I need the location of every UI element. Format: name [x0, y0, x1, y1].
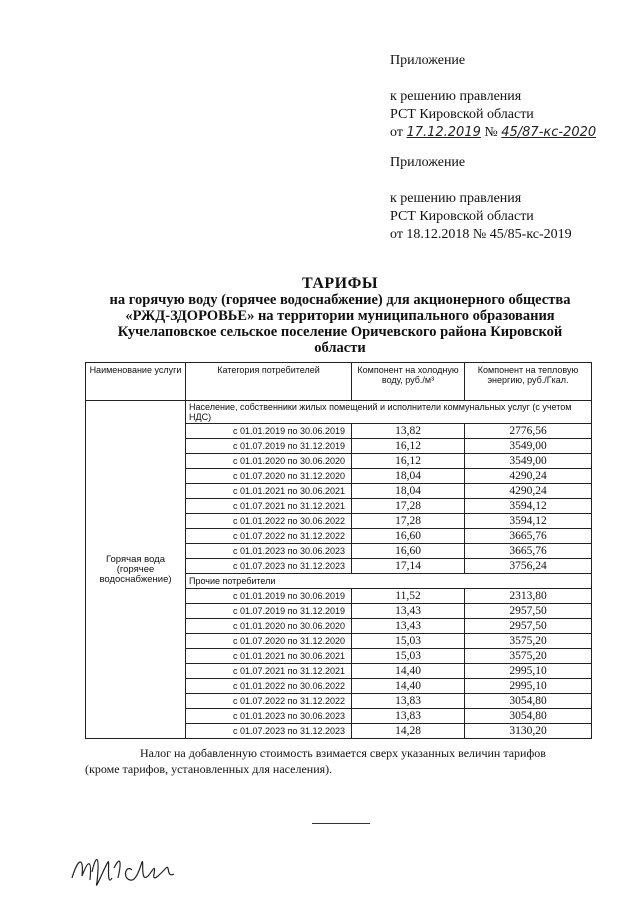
period-cell: с 01.01.2020 по 30.06.2020 — [186, 619, 352, 634]
authority-line: РСТ Кировской области — [390, 209, 534, 224]
heat-energy-cell: 4290,24 — [465, 469, 592, 484]
cold-water-cell: 13,83 — [352, 709, 465, 724]
decision-line: к решению правления — [390, 89, 522, 104]
cold-water-cell: 13,43 — [352, 619, 465, 634]
category-label: Население, собственники жилых помещений и исполнители коммунальных услуг (с учетом НДС) — [186, 401, 592, 424]
heat-energy-cell: 2776,56 — [465, 424, 592, 439]
heat-energy-cell: 3054,80 — [465, 709, 592, 724]
heat-energy-cell: 3594,12 — [465, 499, 592, 514]
date-number-line — [390, 124, 596, 142]
period-cell: с 01.01.2021 по 30.06.2021 — [186, 484, 352, 499]
document-title — [90, 276, 590, 356]
cold-water-cell: 18,04 — [352, 469, 465, 484]
tariff-table — [85, 362, 592, 739]
service-name: Горячая вода (горячее водоснабжение) — [86, 401, 186, 739]
cold-water-cell: 17,28 — [352, 499, 465, 514]
cold-water-cell: 13,43 — [352, 604, 465, 619]
note-line: Налог на добавленную стоимость взимается сверх указанных величин тарифов — [140, 746, 546, 760]
date-prefix: от — [390, 125, 403, 140]
header-category: Категория потребителей — [186, 363, 352, 401]
period-cell: с 01.01.2022 по 30.06.2022 — [186, 514, 352, 529]
category-label: Прочие потребители — [186, 574, 592, 589]
header-heat-energy: Компонент на тепловую энергию, руб./Гкал. — [465, 363, 592, 401]
category-row — [86, 401, 592, 424]
cold-water-cell: 15,03 — [352, 634, 465, 649]
period-cell: с 01.07.2021 по 31.12.2021 — [186, 664, 352, 679]
heat-energy-cell: 3575,20 — [465, 634, 592, 649]
heat-energy-cell: 3756,24 — [465, 559, 592, 574]
cold-water-cell: 13,83 — [352, 694, 465, 709]
heat-energy-cell: 3575,20 — [465, 649, 592, 664]
period-cell: с 01.07.2022 по 31.12.2022 — [186, 529, 352, 544]
title-line: Кучелаповское сельское поселение Оричевского района Кировской — [117, 324, 563, 340]
heat-energy-cell: 3665,76 — [465, 544, 592, 559]
heat-energy-cell: 3054,80 — [465, 694, 592, 709]
title-line: на горячую воду (горячее водоснабжение) для акционерного общества — [109, 292, 571, 308]
heat-energy-cell: 2957,50 — [465, 619, 592, 634]
heat-energy-cell: 2995,10 — [465, 679, 592, 694]
vat-note — [85, 745, 605, 777]
authority-line: РСТ Кировской области — [390, 107, 534, 122]
period-cell: с 01.07.2023 по 31.12.2023 — [186, 724, 352, 739]
title-line: области — [314, 340, 366, 356]
cold-water-cell: 17,28 — [352, 514, 465, 529]
cold-water-cell: 16,60 — [352, 529, 465, 544]
period-cell: с 01.07.2019 по 31.12.2019 — [186, 604, 352, 619]
divider — [312, 823, 370, 824]
cold-water-cell: 16,12 — [352, 454, 465, 469]
heat-energy-cell: 3665,76 — [465, 529, 592, 544]
date-number-line: от 18.12.2018 № 45/85-кс-2019 — [390, 227, 572, 242]
heat-energy-cell: 2957,50 — [465, 604, 592, 619]
cold-water-cell: 15,03 — [352, 649, 465, 664]
decision-line: к решению правления — [390, 191, 522, 206]
cold-water-cell: 14,40 — [352, 664, 465, 679]
appendix-header-original — [390, 154, 572, 244]
cold-water-cell: 14,28 — [352, 724, 465, 739]
appendix-label: Приложение — [390, 53, 466, 68]
appendix-label: Приложение — [390, 155, 466, 170]
title-line: «РЖД-ЗДОРОВЬЕ» на территории муниципального образования — [125, 308, 555, 324]
cold-water-cell: 17,14 — [352, 559, 465, 574]
period-cell: с 01.07.2021 по 31.12.2021 — [186, 499, 352, 514]
handwritten-signature-icon — [70, 848, 180, 896]
cold-water-cell: 13,82 — [352, 424, 465, 439]
cold-water-cell: 18,04 — [352, 484, 465, 499]
cold-water-cell: 16,60 — [352, 544, 465, 559]
heat-energy-cell: 2995,10 — [465, 664, 592, 679]
period-cell: с 01.01.2019 по 30.06.2019 — [186, 424, 352, 439]
period-cell: с 01.01.2023 по 30.06.2023 — [186, 709, 352, 724]
note-line: (кроме тарифов, установленных для населения). — [85, 762, 333, 776]
cold-water-cell: 14,40 — [352, 679, 465, 694]
period-cell: с 01.07.2020 по 31.12.2020 — [186, 469, 352, 484]
period-cell: с 01.07.2022 по 31.12.2022 — [186, 694, 352, 709]
heat-energy-cell: 3130,20 — [465, 724, 592, 739]
cold-water-cell: 16,12 — [352, 439, 465, 454]
header-cold-water: Компонент на холодную воду, руб./м³ — [352, 363, 465, 401]
period-cell: с 01.07.2019 по 31.12.2019 — [186, 439, 352, 454]
header-service: Наименование услуги — [86, 363, 186, 401]
period-cell: с 01.01.2020 по 30.06.2020 — [186, 454, 352, 469]
number-sign: № — [484, 125, 498, 140]
period-cell: с 01.07.2023 по 31.12.2023 — [186, 559, 352, 574]
period-cell: с 01.01.2022 по 30.06.2022 — [186, 679, 352, 694]
handwritten-date: 17.12.2019 — [406, 125, 481, 140]
period-cell: с 01.07.2020 по 31.12.2020 — [186, 634, 352, 649]
heat-energy-cell: 2313,80 — [465, 589, 592, 604]
appendix-header-current — [390, 52, 596, 142]
handwritten-number: 45/87-кс-2020 — [501, 125, 597, 140]
title-main: ТАРИФЫ — [301, 275, 379, 292]
cold-water-cell: 11,52 — [352, 589, 465, 604]
table-header-row — [86, 363, 592, 401]
period-cell: с 01.01.2023 по 30.06.2023 — [186, 544, 352, 559]
heat-energy-cell: 3549,00 — [465, 454, 592, 469]
heat-energy-cell: 3594,12 — [465, 514, 592, 529]
heat-energy-cell: 3549,00 — [465, 439, 592, 454]
period-cell: с 01.01.2021 по 30.06.2021 — [186, 649, 352, 664]
heat-energy-cell: 4290,24 — [465, 484, 592, 499]
period-cell: с 01.01.2019 по 30.06.2019 — [186, 589, 352, 604]
